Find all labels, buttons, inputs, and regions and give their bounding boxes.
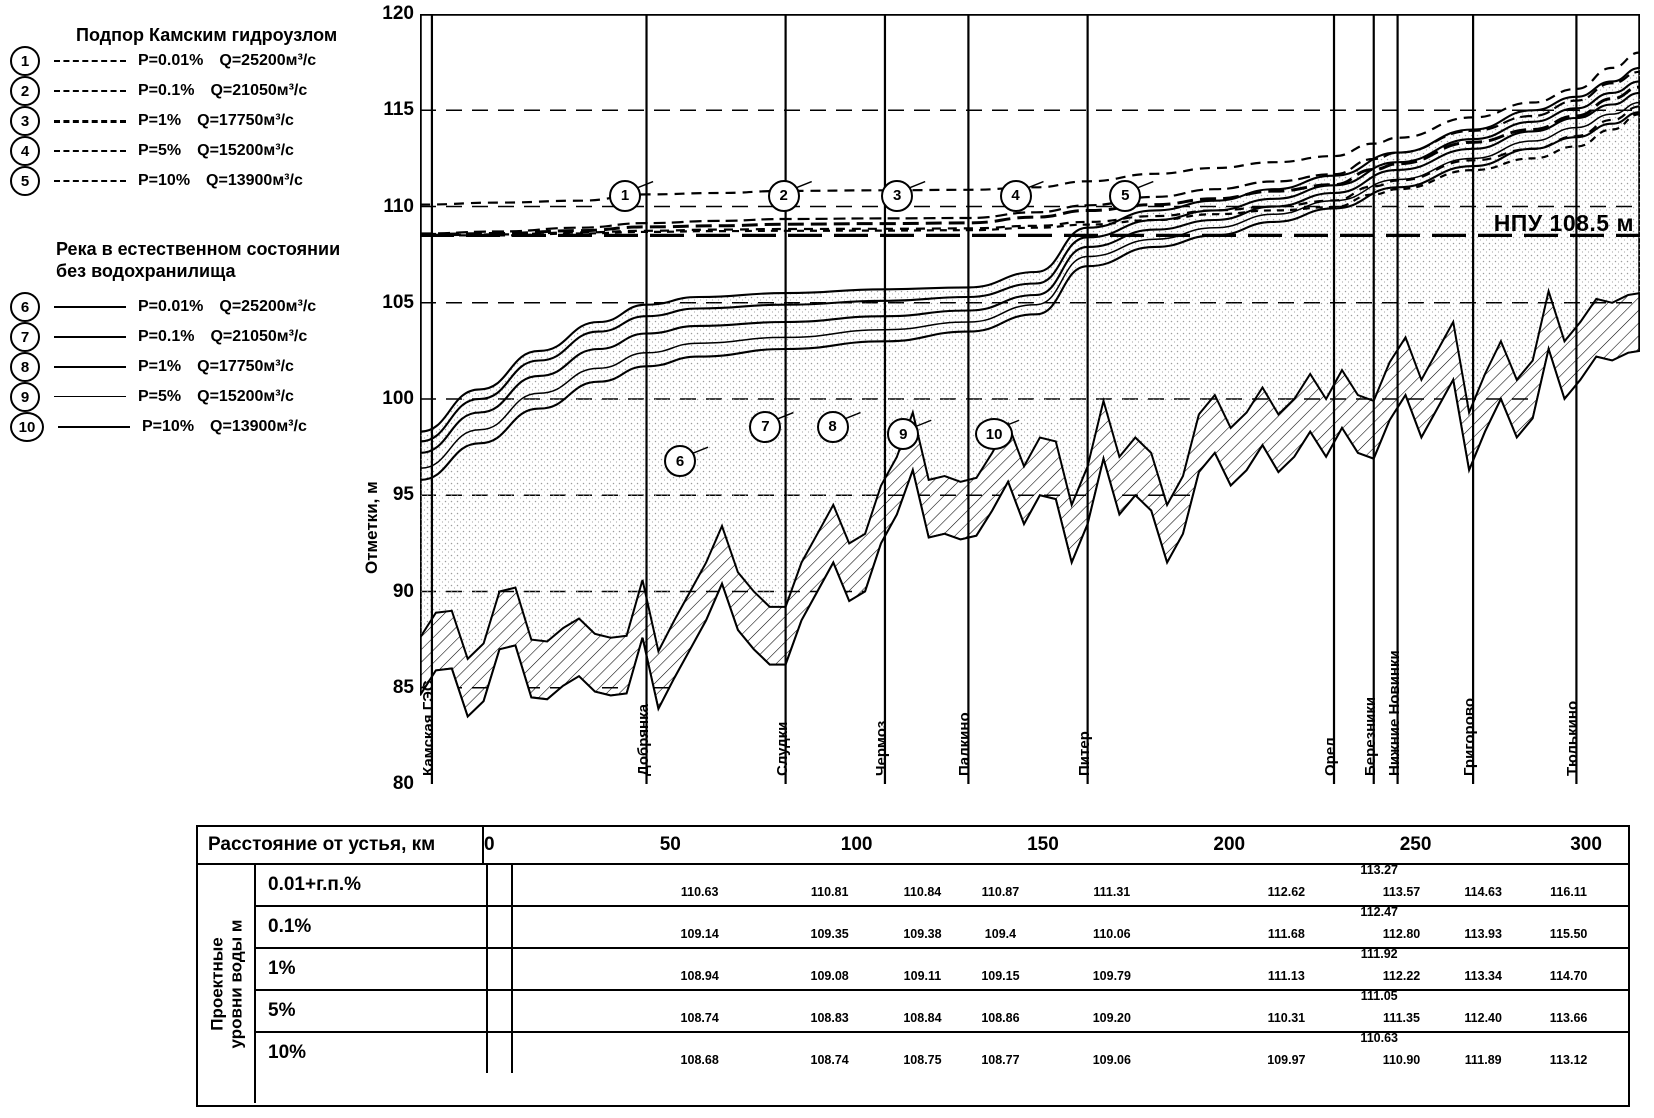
legend-marker-8: 8	[10, 352, 40, 382]
legend-label-4	[138, 142, 294, 160]
legend-marker-3: 3	[10, 106, 40, 136]
table-side-caption	[198, 865, 256, 1103]
y-axis-tick-labels	[358, 3, 414, 794]
table-cell-value: 108.86	[981, 1011, 1020, 1025]
table-cell-value: 111.13	[1267, 969, 1305, 983]
table-row-values	[488, 907, 1628, 947]
table-cell-value: 111.92	[1360, 947, 1398, 961]
table-zero-gridline	[511, 991, 513, 1031]
y-axis-title: Отметки, м	[362, 481, 381, 574]
legend-swatch-2	[54, 84, 126, 98]
table-cell-value: 116.11	[1550, 885, 1588, 899]
station-label-1: Камская ГЭС	[419, 680, 437, 776]
distance-tick-100: 100	[840, 834, 873, 855]
table-cell-value: 109.15	[981, 969, 1020, 983]
table-cell-value: 112.40	[1464, 1011, 1502, 1025]
callout-6: 6	[664, 445, 696, 477]
legend-label-3	[138, 112, 294, 130]
table-zero-gridline	[511, 1033, 513, 1073]
legend-p-3: P=1%	[138, 112, 182, 129]
table-cell-value: 113.57	[1382, 885, 1421, 899]
legend-q-4: Q=15200м³/с	[197, 142, 294, 159]
npu-annotation: НПУ 108.5 м	[1493, 210, 1634, 236]
table-row-values	[488, 949, 1628, 989]
table-cell-value: 111.89	[1464, 1053, 1502, 1067]
table-cell-value: 112.22	[1382, 969, 1421, 983]
legend-marker-9: 9	[10, 382, 40, 412]
table-cell-value: 108.74	[680, 1011, 719, 1025]
y-tick-120: 120	[382, 3, 414, 24]
distance-scale	[484, 827, 1628, 863]
distance-tick-250: 250	[1399, 834, 1432, 855]
station-label-8: Березники	[1361, 696, 1379, 776]
legend-q-9: Q=15200м³/с	[197, 388, 294, 405]
table-cell-value: 113.12	[1549, 1053, 1588, 1067]
station-label-6: Питер	[1075, 731, 1093, 776]
callout-10: 10	[975, 418, 1013, 450]
y-tick-110: 110	[383, 195, 414, 217]
table-cell-value: 112.62	[1267, 885, 1306, 899]
y-tick-90: 90	[392, 580, 414, 602]
legend-marker-7: 7	[10, 322, 40, 352]
legend-p-2: P=0.1%	[138, 82, 195, 99]
legend-swatch-9	[54, 390, 126, 404]
legend-swatch-4	[54, 144, 126, 158]
callout-5: 5	[1109, 180, 1141, 212]
legend-q-8: Q=17750м³/с	[197, 358, 294, 375]
table-row	[256, 907, 1628, 949]
y-tick-95: 95	[392, 484, 414, 506]
table-cell-value: 109.14	[680, 927, 719, 941]
table-cell-value: 111.31	[1093, 885, 1131, 899]
levels-rows	[256, 865, 1628, 1103]
legend-q-6: Q=25200м³/с	[219, 298, 317, 315]
table-row-percent: 5%	[256, 991, 488, 1031]
legend-title-dammed: Подпор Камским гидроузлом	[76, 25, 338, 45]
station-label-10: Григорово	[1461, 697, 1479, 776]
callout-9: 9	[887, 418, 919, 450]
distance-tick-0: 0	[484, 834, 495, 855]
table-cell-value: 111.05	[1360, 989, 1398, 1003]
table-cell-value: 109.06	[1092, 1053, 1131, 1067]
table-zero-gridline	[511, 949, 513, 989]
station-label-3: Слудки	[773, 721, 791, 776]
legend-title-natural-1: Река в естественном состоянии	[56, 239, 341, 259]
legend-swatch-6	[54, 300, 126, 314]
legend-q-1: Q=25200м³/с	[219, 52, 317, 69]
legend-p-5: P=10%	[138, 172, 191, 189]
table-zero-gridline	[511, 907, 513, 947]
table-side-caption-line1: Проектные	[207, 937, 227, 1031]
legend-p-9: P=5%	[138, 388, 182, 405]
legend-q-2: Q=21050м³/с	[210, 82, 308, 99]
callout-7: 7	[749, 411, 781, 443]
station-label-2: Добрянка	[634, 704, 652, 776]
y-tick-100: 100	[382, 388, 414, 409]
table-row-percent: 1%	[256, 949, 488, 989]
legend-label-10	[142, 418, 307, 436]
distance-tick-150: 150	[1027, 834, 1059, 855]
legend-swatch-3	[54, 114, 126, 128]
table-cell-value: 110.84	[903, 885, 942, 899]
table-cell-value: 109.35	[810, 927, 849, 941]
distance-tick-50: 50	[659, 834, 681, 855]
distance-tick-200: 200	[1213, 834, 1246, 855]
levels-table	[196, 825, 1630, 1107]
legend-swatch-8	[54, 360, 126, 374]
station-label-4: Чермоз	[872, 720, 890, 776]
levels-body	[198, 865, 1628, 1103]
table-cell-value: 113.27	[1360, 863, 1398, 877]
legend-p-6: P=0.01%	[138, 298, 204, 315]
table-cell-value: 113.93	[1464, 927, 1502, 941]
legend-swatch-5	[54, 174, 126, 188]
callout-3: 3	[881, 180, 913, 212]
table-cell-value: 110.63	[1360, 1031, 1398, 1045]
table-row-percent: 0.1%	[256, 907, 488, 947]
legend-q-5: Q=13900м³/с	[206, 172, 303, 189]
station-label-9: Нижние Новинки	[1385, 650, 1403, 776]
table-cell-value: 109.79	[1092, 969, 1131, 983]
legend-swatch-1	[54, 54, 126, 68]
callout-1: 1	[609, 180, 641, 212]
table-cell-value: 109.4	[984, 927, 1017, 941]
table-cell-value: 110.63	[680, 885, 719, 899]
table-cell-value: 112.80	[1382, 927, 1421, 941]
table-row	[256, 1033, 1628, 1073]
legend-p-7: P=0.1%	[138, 328, 195, 345]
distance-header-row	[198, 827, 1628, 865]
legend-label-6	[138, 298, 316, 316]
table-cell-value: 108.77	[981, 1053, 1020, 1067]
legend-label-9	[138, 388, 294, 406]
chart-canvas	[420, 14, 1640, 784]
table-cell-value: 108.74	[810, 1053, 849, 1067]
legend-label-5	[138, 172, 303, 190]
legend-q-3: Q=17750м³/с	[197, 112, 294, 129]
table-cell-value: 113.34	[1464, 969, 1502, 983]
legend-p-4: P=5%	[138, 142, 182, 159]
legend-label-8	[138, 358, 294, 376]
legend-title-natural-2: без водохранилища	[56, 261, 236, 281]
legend-label-7	[138, 328, 307, 346]
legend-q-7: Q=21050м³/с	[210, 328, 308, 345]
profile-chart	[362, 3, 1640, 794]
table-cell-value: 109.20	[1092, 1011, 1131, 1025]
callout-4: 4	[1000, 180, 1032, 212]
legend-marker-1: 1	[10, 46, 40, 76]
legend-marker-10: 10	[10, 412, 44, 442]
station-label-5: Палкино	[956, 712, 974, 776]
callout-2: 2	[768, 180, 800, 212]
legend-marker-2: 2	[10, 76, 40, 106]
table-cell-value: 112.47	[1360, 905, 1398, 919]
table-row	[256, 991, 1628, 1033]
table-cell-value: 109.08	[810, 969, 849, 983]
legend-marker-4: 4	[10, 136, 40, 166]
legend-swatch-10	[58, 420, 130, 434]
legend-label-2	[138, 82, 307, 100]
table-row-values	[488, 865, 1628, 905]
table-cell-value: 108.94	[680, 969, 719, 983]
table-cell-value: 110.90	[1382, 1053, 1421, 1067]
table-zero-gridline	[511, 865, 513, 905]
table-row-values	[488, 1033, 1628, 1073]
table-row	[256, 865, 1628, 907]
station-label-11: Тюлькино	[1564, 700, 1582, 776]
table-cell-value: 114.70	[1549, 969, 1588, 983]
y-tick-105: 105	[382, 291, 414, 313]
table-cell-value: 113.66	[1549, 1011, 1588, 1025]
callout-8: 8	[817, 411, 849, 443]
table-cell-value: 115.50	[1549, 927, 1588, 941]
legend-marker-5: 5	[10, 166, 40, 196]
table-cell-value: 110.81	[810, 885, 849, 899]
table-cell-value: 110.31	[1267, 1011, 1306, 1025]
table-side-caption-line2: уровни воды м	[226, 919, 246, 1049]
table-row-percent: 0.01+г.п.%	[256, 865, 488, 905]
legend-swatch-7	[54, 330, 126, 344]
table-cell-value: 109.11	[903, 969, 942, 983]
legend-p-10: P=10%	[142, 418, 195, 435]
table-cell-value: 108.84	[903, 1011, 942, 1025]
table-cell-value: 109.97	[1267, 1053, 1306, 1067]
y-tick-115: 115	[383, 99, 414, 121]
legend-marker-6: 6	[10, 292, 40, 322]
table-cell-value: 111.35	[1383, 1011, 1420, 1025]
y-tick-80: 80	[392, 773, 414, 794]
distance-header-label: Расстояние от устья, км	[198, 827, 484, 863]
table-cell-value: 114.63	[1464, 885, 1502, 899]
table-cell-value: 108.75	[903, 1053, 942, 1067]
table-row-values	[488, 991, 1628, 1031]
table-cell-value: 110.06	[1093, 927, 1131, 941]
table-row-percent: 10%	[256, 1033, 488, 1073]
table-cell-value: 108.68	[680, 1053, 719, 1067]
y-tick-85: 85	[392, 676, 414, 698]
legend-p-1: P=0.01%	[138, 52, 204, 69]
legend-q-10: Q=13900м³/с	[210, 418, 307, 435]
distance-tick-300: 300	[1570, 834, 1602, 855]
table-cell-value: 108.83	[810, 1011, 849, 1025]
station-label-7: Орел	[1322, 737, 1339, 776]
legend-label-1	[138, 52, 316, 70]
legend-p-8: P=1%	[138, 358, 182, 375]
table-cell-value: 109.38	[903, 927, 942, 941]
table-cell-value: 110.87	[981, 885, 1020, 899]
table-cell-value: 111.68	[1267, 927, 1305, 941]
table-row	[256, 949, 1628, 991]
